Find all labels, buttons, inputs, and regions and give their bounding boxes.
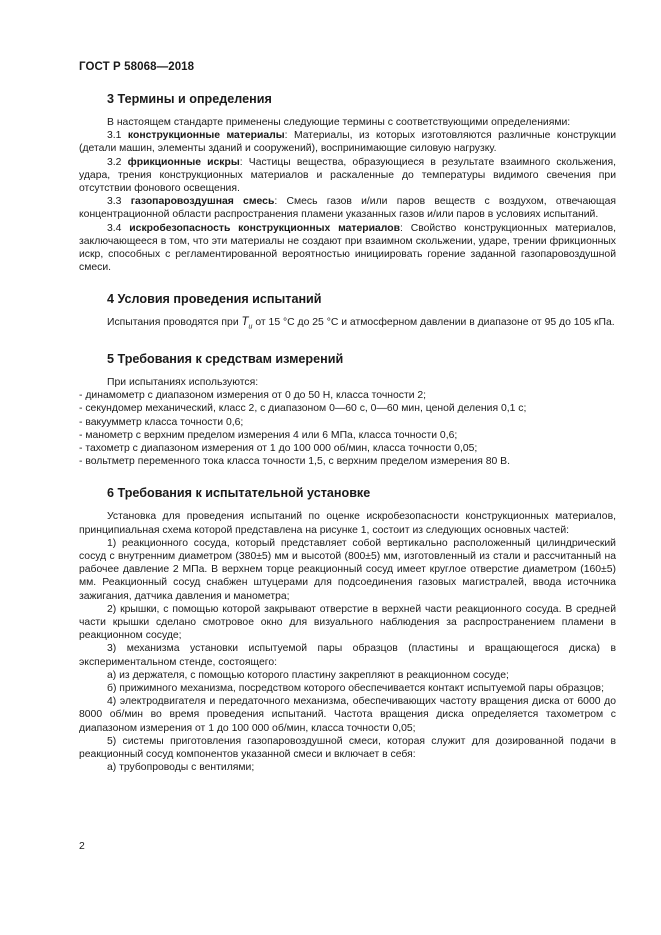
paragraph: Установка для проведения испытаний по оценке искробезопасности конструкционных материалов, принципиальная схема которой представлена на рисунке 1, состоит из следующих основных частей: (79, 511, 616, 536)
list-item: - вакуумметр класса точности 0,6; (79, 416, 244, 428)
list-item: - динамометр с диапазоном измерения от 0 до 50 Н, класса точности 2; (79, 390, 427, 402)
section-5-intro: При испытаниях используются: (107, 376, 259, 388)
paragraph: 4) электродвигателя и передаточного механизма, обеспечивающих частоту вращения диска от 6000 до 8000 об/мин во время проведения испытаний. Частота вращения диска определяется тахометром с диапазоном измерения от 1 до 100 000 об/мин, класса точности 0,05; (79, 696, 616, 734)
term-3-2-name: фрикционные искры (127, 156, 240, 168)
list-item: - тахометр с диапазоном измерения от 1 до 100 000 об/мин, класса точности 0,05; (79, 442, 478, 454)
term-3-4: 3.4 искробезопасность конструкционных материалов: Свойство конструкционных материалов, заключающееся в том, что эти материалы не создают при взаимном скольжении, ударе, трении фрикционных искр, способных с регламентированной вероятностью инициировать горение заданной газопаровоздушной смеси. (79, 222, 617, 274)
term-3-2: 3.2 фрикционные искры: Частицы вещества, образующиеся в результате взаимного скольжения, удара, трения конструкционных материалов и раскаленные до температуры видимого свечения при отсутствии фонового освещения. (79, 156, 616, 195)
paragraph: 5) системы приготовления газопаровоздушной смеси, которая служит для дозированной подачи в реакционный сосуд компонентов указанной смеси и включает в себя: (79, 735, 616, 761)
term-3-3: 3.3 газопаровоздушная смесь: Смесь газов и/или паров веществ с воздухом, отвечающая концентрационной области распространения пламени указанных газов и/или паров в условиях испытаний. (79, 196, 616, 221)
paragraph: 1) реакционного сосуда, который представляет собой вертикально расположенный цилиндрический сосуд с внутренним диаметром (380±5) мм и высотой (800±5) мм, изготовленный из стали и рассчитанный на рабочее давление 2 МПа. В верхнем торце реакционный сосуд имеет круглое отверстие диаметром (160±5) мм. Реакционный сосуд снабжен штуцерами для подсоединения газовых магистралей, ввода источника зажигания, датчика давления и манометра; (79, 537, 616, 602)
section-6-heading: 6 Требования к испытательной установке (107, 486, 371, 501)
section-4-heading: 4 Условия проведения испытаний (107, 292, 322, 307)
term-3-4-name: искробезопасность конструкционных материалов (129, 222, 400, 234)
paragraph: 2) крышки, с помощью которой закрывают отверстие в верхней части реакционного сосуда. В средней части крышки сделано смотровое окно для визуального наблюдения за распространением пламени в реакционном сосуде; (79, 603, 616, 642)
section-6 (79, 486, 616, 774)
list-item: - секундомер механический, класс 2, с диапазоном 0—60 с, 0—60 мин, ценой деления 0,1 с; (79, 403, 527, 415)
document-header: ГОСТ Р 58068—2018 (79, 61, 195, 73)
list-item: - манометр с верхним пределом измерения 4 или 6 МПа, класса точности 0,6; (79, 429, 458, 441)
term-3-1-name: конструкционные материалы (127, 130, 285, 142)
section-5-heading: 5 Требования к средствам измерений (107, 351, 344, 366)
paragraph: а) трубопроводы с вентилями; (107, 762, 255, 774)
paragraph: а) из держателя, с помощью которого пластину закрепляют в реакционном сосуде; (107, 669, 509, 681)
section-3-heading: 3 Термины и определения (107, 92, 272, 106)
paragraph: б) прижимного механизма, посредством которого обеспечивается контакт испытуемой пары образцов; (107, 683, 604, 694)
paragraph: 3) механизма установки испытуемой пары образцов (пластины и вращающегося диска) в экспериментальном стенде, состоящего: (79, 643, 616, 668)
document-body (79, 92, 616, 774)
section-3 (79, 92, 616, 274)
term-3-1: 3.1 конструкционные материалы: Материалы, из которых изготовляются различные конструкции (детали машин, элементы зданий и сооружений), воспринимающие силовую нагрузку. (79, 130, 617, 155)
section-3-intro: В настоящем стандарте применены следующие термины с соответствующими определениями: (107, 117, 571, 128)
page-number: 2 (79, 841, 85, 852)
term-3-3-name: газопаровоздушная смесь (130, 196, 275, 208)
section-4 (79, 292, 616, 334)
section-4-text: Испытания проводятся при $T_и$ от 15 °С до 25 °С и атмосферном давлении в диапазоне от 95 до 105 кПа. (107, 316, 615, 331)
list-item: - вольтметр переменного тока класса точности 1,5, с верхним пределом измерения 80 В. (79, 456, 511, 468)
section-5 (79, 352, 616, 468)
temperature-symbol: $T_и$ (241, 316, 253, 331)
